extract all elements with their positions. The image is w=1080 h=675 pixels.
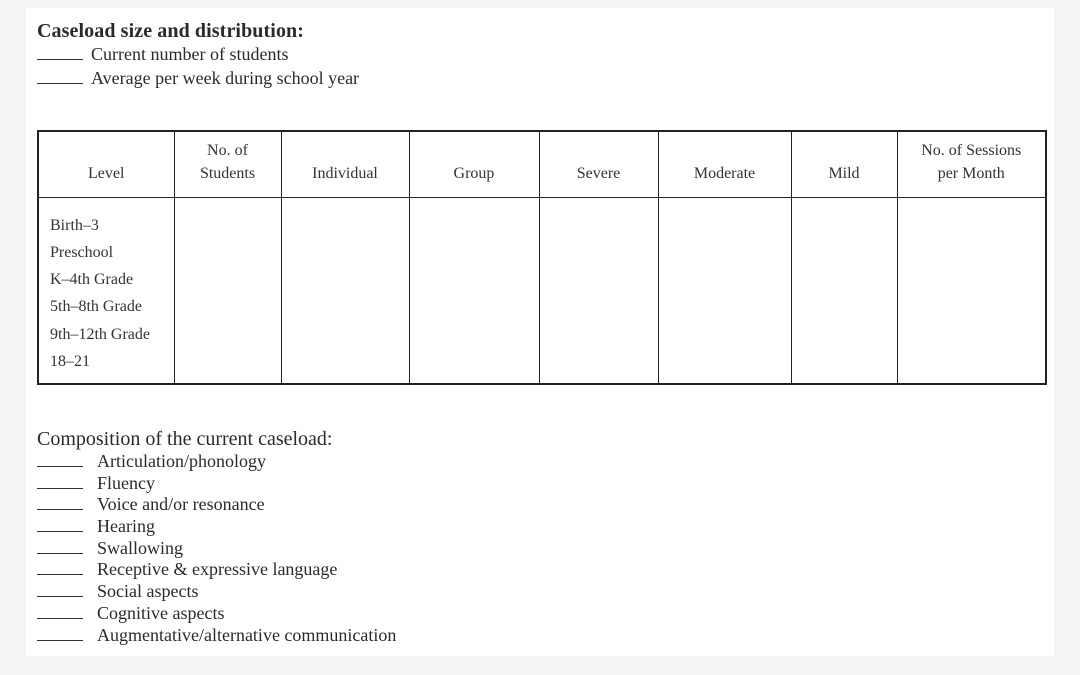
list-item — [37, 603, 396, 625]
header-individual: Individual — [281, 131, 409, 197]
caseload-table — [37, 130, 1047, 385]
composition-list — [37, 451, 396, 646]
composition-label: Cognitive aspects — [97, 602, 225, 623]
header-mild: Mild — [791, 131, 897, 197]
level-cell — [38, 197, 174, 384]
level-list — [39, 198, 174, 376]
composition-label: Voice and/or resonance — [97, 494, 265, 515]
list-item — [37, 625, 396, 647]
list-item — [37, 473, 396, 495]
list-item — [37, 538, 396, 560]
list-item — [37, 494, 396, 516]
caseload-heading: Caseload size and distribution: — [37, 20, 305, 42]
list-item — [37, 559, 396, 581]
composition-blank[interactable] — [37, 560, 83, 575]
table-row — [38, 197, 1046, 384]
current-students-label: Current number of students — [91, 44, 289, 64]
group-cell[interactable] — [409, 197, 539, 384]
average-per-week-label: Average per week during school year — [91, 68, 360, 88]
composition-blank[interactable] — [37, 452, 83, 467]
severe-cell[interactable] — [539, 197, 658, 384]
composition-heading: Composition of the current caseload: — [37, 428, 333, 450]
composition-label: Social aspects — [97, 581, 199, 602]
composition-blank[interactable] — [37, 517, 83, 532]
average-per-week-blank[interactable] — [37, 69, 83, 84]
header-severe: Severe — [539, 131, 658, 197]
composition-blank[interactable] — [37, 474, 83, 489]
level-preschool: Preschool — [50, 243, 114, 261]
composition-label: Swallowing — [97, 537, 184, 558]
average-per-week-line — [37, 68, 359, 89]
header-no-of-students — [174, 131, 281, 197]
composition-blank[interactable] — [37, 582, 83, 597]
header-sessions-per-month — [897, 131, 1046, 197]
composition-label: Fluency — [97, 472, 155, 493]
composition-label: Augmentative/alternative communication — [97, 624, 397, 645]
level-k-4th: K–4th Grade — [50, 271, 134, 289]
composition-label: Hearing — [97, 516, 155, 537]
composition-blank[interactable] — [37, 604, 83, 619]
moderate-cell[interactable] — [658, 197, 791, 384]
individual-cell[interactable] — [281, 197, 409, 384]
header-sessions-label: No. of Sessions per Month — [921, 141, 1022, 182]
composition-blank[interactable] — [37, 626, 83, 641]
level-5th-8th: 5th–8th Grade — [50, 298, 142, 316]
sessions-cell[interactable] — [897, 197, 1046, 384]
composition-blank[interactable] — [37, 539, 83, 554]
current-students-line — [37, 44, 288, 65]
list-item — [37, 581, 396, 603]
header-level: Level — [38, 131, 174, 197]
current-students-blank[interactable] — [37, 45, 83, 60]
composition-label: Articulation/phonology — [97, 451, 266, 471]
composition-label: Receptive & expressive language — [97, 559, 338, 580]
level-9th-12th: 9th–12th Grade — [50, 325, 150, 343]
header-no-of-students-label: No. of Students — [199, 141, 256, 182]
mild-cell[interactable] — [791, 197, 897, 384]
students-cell[interactable] — [174, 197, 281, 384]
table-header-row — [38, 131, 1046, 197]
header-moderate: Moderate — [658, 131, 791, 197]
list-item — [37, 451, 396, 473]
level-birth-3: Birth–3 — [50, 216, 99, 234]
level-18-21: 18–21 — [50, 352, 90, 370]
header-group: Group — [409, 131, 539, 197]
list-item — [37, 516, 396, 538]
composition-blank[interactable] — [37, 495, 83, 510]
